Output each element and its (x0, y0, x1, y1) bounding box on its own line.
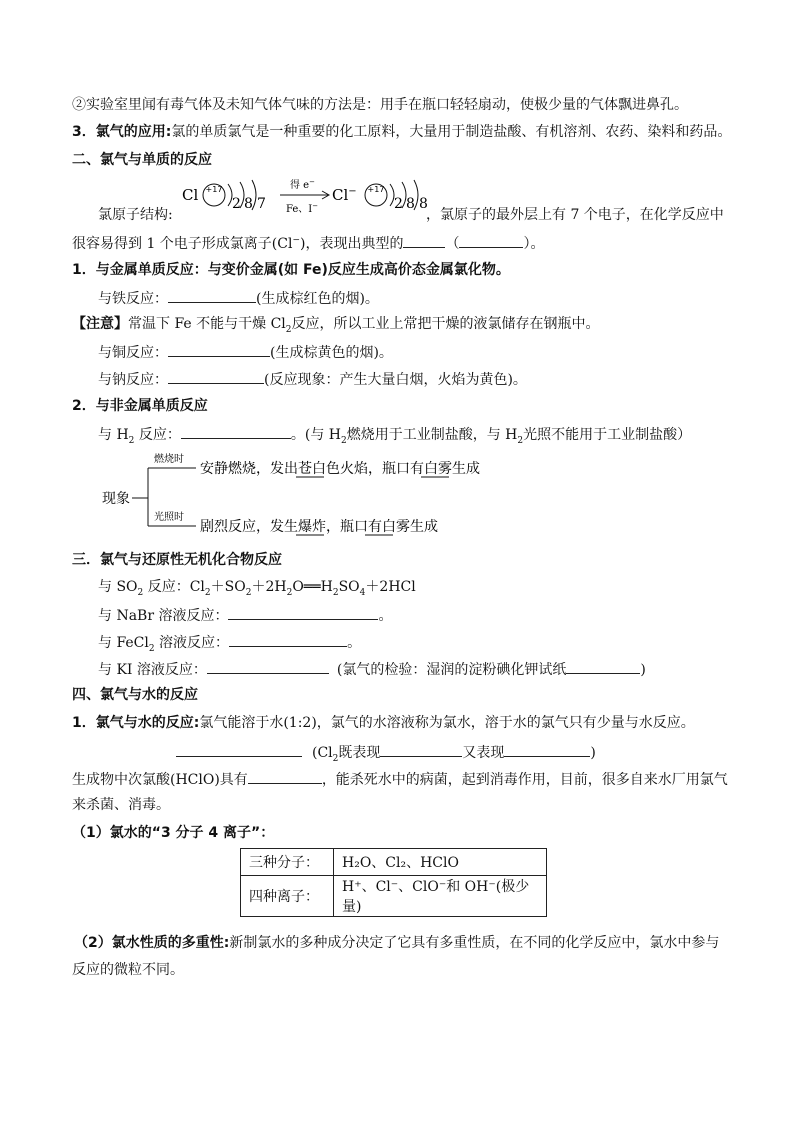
ion-shell-count-1: 2 (394, 196, 403, 212)
hclo-line: 生成物中次氯酸(HClO)具有 ，能杀死水中的病菌，起到消毒作用，目前，很多自来水厂用氯气 (72, 768, 728, 790)
table-cell-ions: H⁺、Cl⁻、ClO⁻和 OH⁻(极少量) (334, 876, 547, 917)
so2-reaction-line: 与 $SO_2$ 反应：$Cl_2+SO_2+2H_2O══H_2SO_4+2HCl$ (98, 579, 416, 598)
blank-hclo-property[interactable] (248, 768, 322, 784)
atom-structure-diagram (180, 176, 440, 224)
phenomena-label: 现象 (102, 491, 130, 507)
table-cell-molecules: H₂O、Cl₂、HClO (334, 849, 547, 876)
note-line: 【注意】常温下 Fe 不能与干燥 $Cl_2$反应，所以工业上常把干燥的液氯储存在钢瓶中。 (72, 316, 600, 335)
atom-line-2: 很容易得到 1 个电子形成氯离子(Cl−)，表现出典型的 （ ）。 (72, 232, 544, 254)
ki-reaction-line: 与 KI 溶液反应： (氯气的检验：湿润的淀粉碘化钾试纸 ) (98, 658, 646, 680)
hclo-line-2: 来杀菌、消毒。 (72, 797, 170, 813)
shell-count-3: 7 (257, 196, 266, 212)
nabr-reaction-line: 与 NaBr 溶液反应： 。 (98, 604, 392, 626)
chlorine-water-heading: （1）氯水的“3 分子 4 离子”： (72, 825, 275, 841)
table-row (241, 849, 547, 876)
arrow-top-label: 得 e− (290, 178, 315, 191)
atom-structure-after: ，氯原子的最外层上有 7 个电子，在化学反应中 (426, 207, 724, 223)
condition-burning: 燃烧时 (154, 454, 184, 465)
ion-shell-count-3: 8 (419, 196, 428, 212)
section-title-3: 三．氯气与还原性无机化合物反应 (72, 552, 282, 568)
cu-reaction-line: 与铜反应： (生成棕黄色的烟)。 (98, 341, 393, 363)
water-reaction-line-2: ($Cl_2$既表现 又表现 ) (176, 741, 596, 763)
fe-reaction-line: 与铁反应： (生成棕红色的烟)。 (98, 287, 379, 309)
condition-light: 光照时 (154, 512, 184, 523)
table-cell-ions-label: 四种离子： (241, 876, 334, 917)
multiplicity-line: （2）氯水性质的多重性:新制氯水的多种成分决定了它具有多重性质，在不同的化学反应中，氯水中参与 (74, 935, 720, 951)
cl-ion-symbol: Cl− (332, 186, 357, 204)
blank-fecl2-equation[interactable] (229, 631, 347, 647)
subsection-title-metal: 1．与金属单质反应：与变价金属(如 Fe)反应生成高价态金属氯化物。 (72, 262, 510, 278)
shell-count-2: 8 (244, 196, 253, 212)
arrow-bottom-label: Fe、I− (286, 202, 319, 215)
section-title-4: 四、氯气与水的反应 (72, 687, 198, 703)
blank-na-equation[interactable] (168, 368, 264, 384)
multiplicity-line-2: 反应的微粒不同。 (72, 962, 184, 978)
blank-water-equation[interactable] (176, 741, 302, 757)
ion-nucleus-charge: +17 (367, 185, 385, 194)
cl-symbol: Cl (182, 186, 199, 204)
shell-count-1: 2 (232, 196, 241, 212)
blank-ki-equation[interactable] (207, 658, 329, 674)
blank-ki-paper[interactable] (566, 658, 640, 674)
text-line-chlorine-use (72, 122, 731, 142)
nucleus-charge: +17 (205, 185, 223, 194)
blank-cu-equation[interactable] (168, 341, 270, 357)
heading-chlorine-use: 3．氯气的应用: (72, 124, 172, 140)
chlorine-water-table (240, 848, 547, 917)
ion-shell-count-2: 8 (406, 196, 415, 212)
blank-oxidizing[interactable] (380, 741, 462, 757)
table-cell-molecules-label: 三种分子： (241, 849, 334, 876)
phenomena-diagram (100, 448, 500, 540)
subsection-title-nonmetal: 2．与非金属单质反应 (72, 398, 208, 414)
atom-structure-label: 氯原子结构: (98, 207, 173, 223)
phenomenon-burning: 安静燃烧，发出苍白色火焰，瓶口有白雾生成 (200, 461, 480, 477)
chlorine-use-text: 氯的单质氯气是一种重要的化工原料，大量用于制造盐酸、有机溶剂、农药、染料和药品。 (171, 124, 732, 140)
text-line-gas-smell: ②实验室里闻有毒气体及未知气体气味的方法是：用手在瓶口轻轻扇动，使极少量的气体飘进鼻孔。 (72, 97, 688, 113)
h2-reaction-line: 与 $H_2$ 反应： 。(与 $H_2$燃烧用于工业制盐酸，与 $H_2$光照不能用于工业制盐酸） (98, 423, 691, 445)
blank-fe-equation[interactable] (168, 287, 256, 303)
water-reaction-line-1: 1．氯气与水的反应:氯气能溶于水(1:2)，氯气的水溶液称为氯水，溶于水的氯气只有少量与水反应。 (72, 715, 695, 731)
phenomenon-light: 剧烈反应，发生爆炸，瓶口有白雾生成 (200, 519, 438, 535)
table-row (241, 876, 547, 917)
blank-property[interactable] (403, 232, 445, 248)
blank-h2-equation[interactable] (181, 423, 291, 439)
fecl2-reaction-line: 与 FeCl$_2$ 溶液反应： 。 (98, 631, 361, 653)
blank-property-paren[interactable] (459, 232, 523, 248)
blank-nabr-equation[interactable] (228, 604, 378, 620)
na-reaction-line: 与钠反应： (反应现象：产生大量白烟，火焰为黄色)。 (98, 368, 527, 390)
section-title-2: 二、氯气与单质的反应 (72, 152, 212, 168)
blank-reducing[interactable] (504, 741, 590, 757)
